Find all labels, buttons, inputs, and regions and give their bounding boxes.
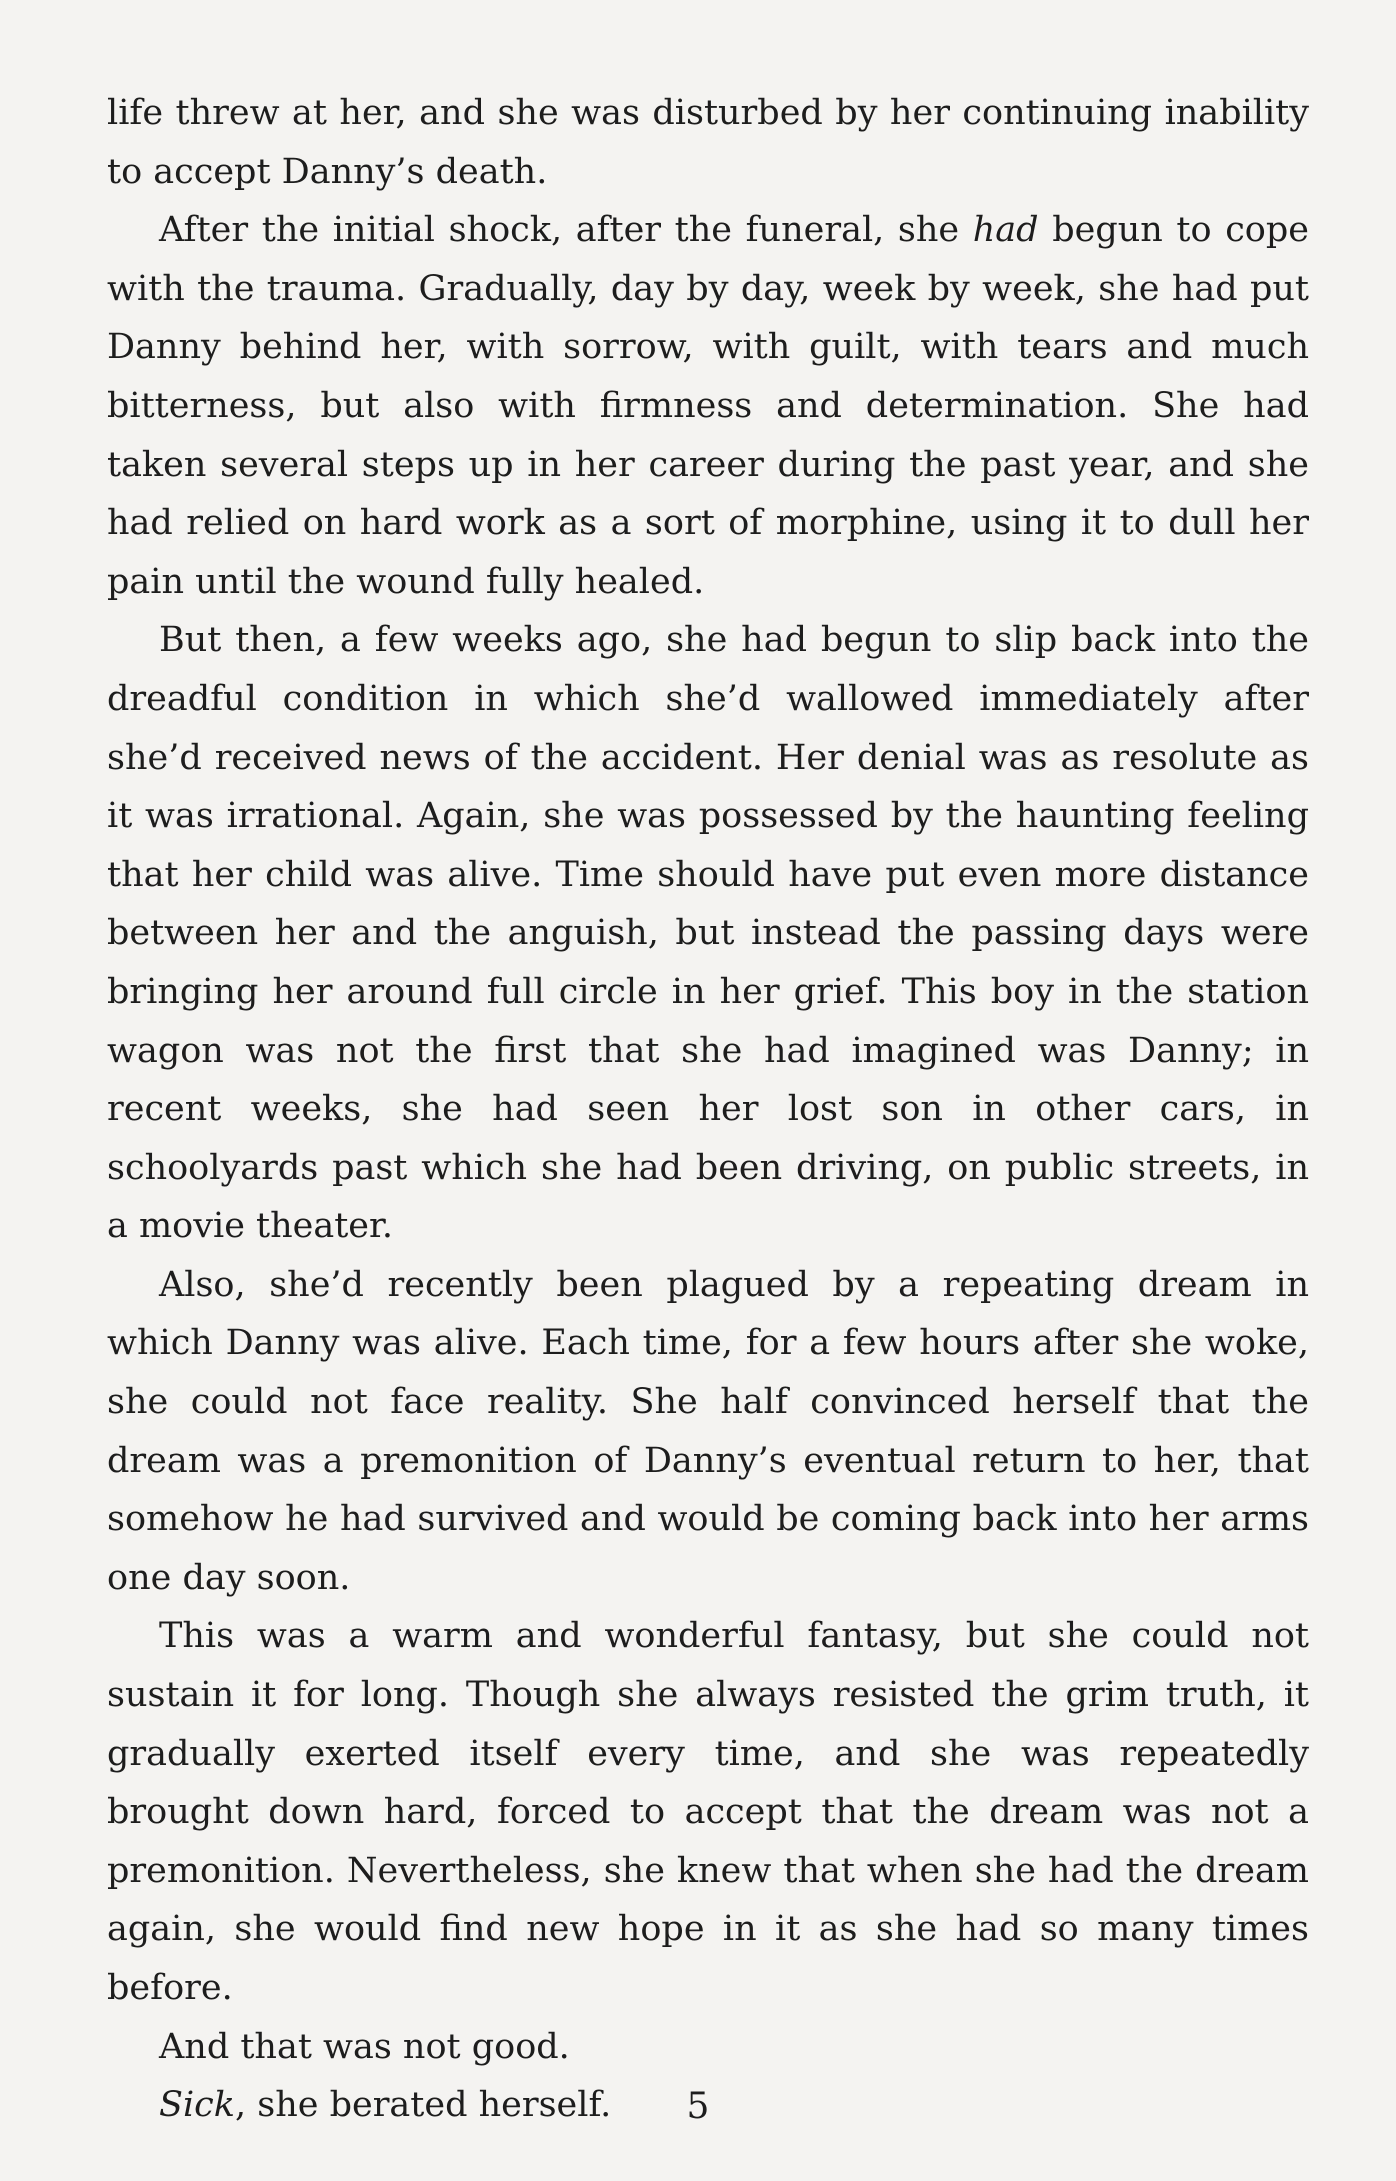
paragraph-6 [107, 2018, 1309, 2077]
body-text [107, 84, 1309, 2135]
paragraph-3 [107, 611, 1309, 1256]
paragraph-4-text: Also, she’d recently been plagued by a repeating dream in which Danny was alive. Each time, for a few hours after she woke, she could not face reality. She half convinced herself that the dream was a premonition of Danny’s eventual return to her, that somehow he had survived and would be coming back into her arms one day soon. [107, 1264, 1309, 1598]
paragraph-2 [107, 201, 1309, 611]
paragraph-5 [107, 1607, 1309, 2017]
paragraph-2-text-b: begun to cope with the trauma. Gradually, day by day, week by week, she had put Danny behind her, with sorrow, with guilt, with tears and much bitterness, but also with firmness and determination. She had taken several steps up in her career during the past year, and she had relied on hard work as a sort of morphine, using it to dull her pain until the wound fully healed. [107, 210, 1309, 602]
page-number: 5 [686, 2086, 710, 2127]
paragraph-1 [107, 84, 1309, 201]
paragraph-5-text: This was a warm and wonderful fantasy, but she could not sustain it for long. Though she always resisted the grim truth, it gradually exerted itself every time, and she was repeatedly brought down hard, forced to accept that the dream was not a premonition. Nevertheless, she knew that when she had the dream again, she would find new hope in it as she had so many times before. [107, 1616, 1309, 2008]
emphasis-had: had [972, 210, 1039, 251]
paragraph-4 [107, 1256, 1309, 1608]
paragraph-3-text: But then, a few weeks ago, she had begun to slip back into the dreadful condition in which she’d wallowed immediately after she’d received news of the accident. Her denial was as resolute as it was irrational. Again, she was possessed by the haunting feeling that her child was alive. Time should have put even more distance between her and the anguish, but instead the passing days were bringing her around full circle in her grief. This boy in the station wagon was not the first that she had imagined was Danny; in recent weeks, she had seen her lost son in other cars, in schoolyards past which she had been driving, on public streets, in a movie theater. [107, 620, 1309, 1247]
paragraph-1-text: life threw at her, and she was disturbed by her continuing inability to accept Danny’s death. [107, 93, 1309, 192]
paragraph-7-text: , she berated herself. [234, 2085, 612, 2126]
emphasis-sick: Sick [159, 2085, 235, 2126]
paragraph-6-text: And that was not good. [159, 2026, 570, 2067]
paragraph-2-text-a: After the initial shock, after the funeral, she [159, 210, 973, 251]
